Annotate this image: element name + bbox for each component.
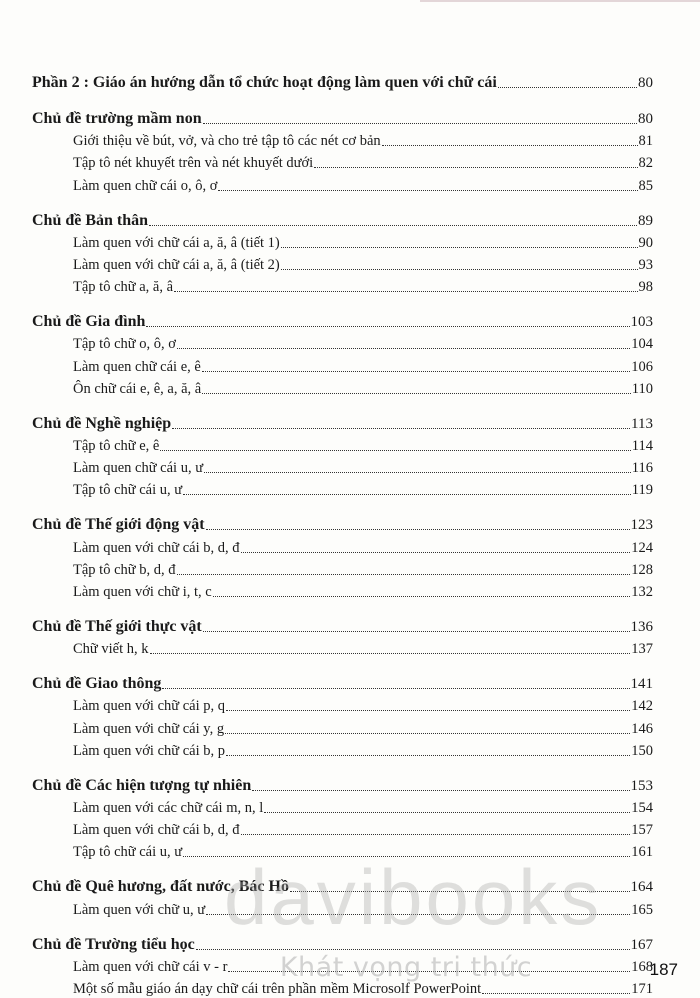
toc-entry-page: 136 [630, 619, 653, 635]
toc-entry-label: Làm quen với chữ cái p, q [73, 698, 226, 715]
toc-entry-page: 110 [631, 380, 653, 397]
toc-entry-label: Chủ đề Thế giới thực vật [32, 618, 202, 635]
dot-leader [174, 291, 637, 292]
dot-leader [226, 755, 630, 756]
toc-entry-page: 81 [638, 133, 653, 150]
toc-chapter-heading [0, 411, 700, 433]
toc-entry-label: Ôn chữ cái e, ê, a, ă, â [73, 380, 202, 397]
dot-leader [241, 552, 631, 553]
toc-entry-label: Tập tô nét khuyết trên và nét khuyết dưới [73, 155, 314, 172]
toc-entry-label: Làm quen với chữ u, ư [73, 901, 206, 918]
toc-entry-label: Chủ đề Nghề nghiệp [32, 414, 172, 432]
toc-entry-page: 85 [638, 177, 653, 194]
dot-leader [482, 993, 630, 994]
page-number: 187 [649, 960, 678, 979]
toc-entry-page: 150 [631, 742, 653, 759]
dot-leader [183, 856, 630, 857]
dot-leader [149, 225, 637, 226]
toc-entry-label: Làm quen chữ cái e, ê [73, 358, 201, 375]
toc-entry-label: Làm quen với chữ cái v - r [73, 958, 228, 975]
toc-entry [0, 795, 700, 817]
toc-entry-page: 142 [631, 698, 653, 715]
dot-leader [228, 971, 630, 972]
toc-entry-label: Làm quen với chữ i, t, c [73, 584, 212, 600]
dot-leader [204, 472, 631, 473]
toc-entry [0, 331, 700, 353]
toc-entry-page: 171 [631, 981, 653, 997]
toc-entry-label: Tập tô chữ cái u, ư [73, 844, 183, 861]
toc-entry-page: 80 [638, 75, 653, 91]
toc-entry-label: Tập tô chữ b, d, đ [73, 561, 176, 578]
toc-entry [0, 693, 700, 715]
dot-leader [162, 688, 629, 689]
dot-leader [281, 269, 638, 270]
toc-entry [0, 579, 700, 601]
toc-entry [0, 716, 700, 738]
toc-entry-page: 80 [638, 111, 653, 127]
toc-entry-page: 116 [631, 460, 653, 477]
toc-entry-page: 98 [638, 279, 653, 296]
toc-entry [0, 354, 700, 376]
top-edge-line [420, 0, 700, 2]
toc-entry-page: 82 [638, 155, 653, 172]
dot-leader [206, 529, 630, 530]
toc-entry-label: Làm quen với các chữ cái m, n, l [73, 800, 264, 816]
toc-chapter-heading [0, 309, 700, 331]
toc-entry-label: Làm quen với chữ cái b, d, đ [73, 822, 240, 839]
toc-entry-page: 161 [631, 844, 653, 861]
dot-leader [202, 371, 630, 372]
toc-entry [0, 455, 700, 477]
toc-entry [0, 128, 700, 150]
toc-entry-label: Chủ đề Các hiện tượng tự nhiên [32, 776, 252, 794]
toc-chapter-heading [0, 614, 700, 636]
toc-entry [0, 274, 700, 296]
toc-chapter-heading [0, 874, 700, 896]
dot-leader [290, 891, 630, 892]
dot-leader [241, 834, 631, 835]
dot-leader [264, 812, 630, 813]
toc-entry-page: 103 [630, 314, 653, 331]
toc-chapter-heading [0, 932, 700, 954]
toc-entry-label: Tập tô chữ cái u, ư [73, 482, 183, 499]
toc-chapter-heading [0, 512, 700, 534]
toc-entry [0, 738, 700, 760]
toc-entry-page: 104 [631, 336, 653, 353]
toc-entry-page: 93 [638, 257, 653, 273]
toc-entry [0, 477, 700, 499]
watermark-brand: davibooks [224, 853, 603, 941]
dot-leader [252, 790, 629, 791]
toc-entry-label: Một số mẫu giáo án dạy chữ cái trên phần mềm Microsolf PowerPoint [73, 981, 482, 997]
toc-entry [0, 433, 700, 455]
dot-leader [196, 949, 630, 950]
toc-entry [0, 636, 700, 658]
dot-leader [314, 167, 637, 168]
toc-entry [0, 535, 700, 557]
toc-entry [0, 557, 700, 579]
toc-entry-page: 157 [631, 822, 653, 839]
dot-leader [172, 428, 630, 429]
toc-entry-page: 164 [630, 879, 653, 896]
toc-entry-label: Phần 2 : Giáo án hướng dẫn tổ chức hoạt động làm quen với chữ cái [32, 74, 497, 91]
toc-entry-label: Chữ viết h, k [73, 641, 149, 658]
dot-leader [225, 733, 630, 734]
dot-leader [203, 123, 637, 124]
toc-entry-label: Làm quen với chữ cái a, ă, â (tiết 1) [73, 234, 280, 251]
toc-entry [0, 839, 700, 861]
toc-entry-page: 90 [638, 234, 653, 251]
toc-entry-label: Làm quen với chữ cái b, p [73, 742, 226, 759]
dot-leader [213, 596, 631, 597]
dot-leader [177, 574, 631, 575]
toc-entry-page: 154 [631, 800, 653, 816]
toc-entry-page: 123 [630, 517, 653, 534]
dot-leader [202, 393, 631, 394]
toc-entry [0, 817, 700, 839]
toc-entry [0, 230, 700, 252]
toc-entry-page: 167 [630, 936, 653, 953]
dot-leader [498, 87, 637, 88]
toc-entry-label: Chủ đề Giao thông [32, 675, 162, 693]
toc-entry-label: Chủ đề Quê hương, đất nước, Bác Hồ [32, 878, 289, 896]
toc-entry-label: Chủ đề Bản thân [32, 211, 149, 229]
dot-leader [226, 710, 630, 711]
dot-leader [177, 348, 630, 349]
toc-entry-label: Tập tô chữ a, ă, â [73, 279, 174, 296]
toc-entry-page: 146 [631, 720, 653, 737]
toc-entry-label: Chủ đề Thế giới động vật [32, 516, 205, 534]
dot-leader [183, 494, 631, 495]
toc-entry-page: 141 [630, 676, 653, 693]
toc-entry-page: 132 [631, 584, 653, 600]
dot-leader [160, 450, 630, 451]
toc-entry-page: 89 [638, 212, 653, 229]
toc-chapter-heading [0, 671, 700, 693]
dot-leader [203, 631, 630, 632]
toc-entry-page: 165 [631, 901, 653, 918]
toc-entry-label: Tập tô chữ o, ô, ơ [73, 336, 176, 353]
toc-entry [0, 897, 700, 919]
dot-leader [218, 190, 637, 191]
toc-entry-label: Chủ đề trường mầm non [32, 110, 202, 127]
toc-entry-label: Làm quen với chữ cái b, d, đ [73, 539, 240, 556]
toc-entry [0, 376, 700, 398]
toc-entry-label: Làm quen chữ cái o, ô, ơ [73, 177, 218, 194]
toc-entry-page: 114 [631, 438, 653, 454]
toc-part-heading [0, 70, 700, 92]
toc-chapter-heading [0, 208, 700, 230]
toc-chapter-heading [0, 106, 700, 128]
toc-entry-label: Làm quen với chữ cái y, g [73, 720, 225, 737]
dot-leader [146, 326, 629, 327]
toc-entry-label: Chủ đề Trường tiểu học [32, 935, 195, 953]
dot-leader [382, 145, 638, 146]
toc-entry-page: 124 [631, 539, 653, 556]
dot-leader [281, 247, 638, 248]
toc-entry-page: 153 [630, 777, 653, 794]
dot-leader [206, 914, 630, 915]
watermark-slogan: Khát vọng tri thức [279, 952, 533, 983]
toc-entry-label: Giới thiệu về bút, vở, và cho trẻ tập tô các nét cơ bản [73, 133, 381, 150]
toc-entry-page: 119 [631, 482, 653, 499]
toc-entry [0, 173, 700, 195]
toc-entry-page: 106 [631, 358, 653, 375]
dot-leader [150, 653, 631, 654]
toc-entry [0, 150, 700, 172]
toc-entry-page: 137 [631, 641, 653, 658]
toc-entry-page: 128 [631, 561, 653, 578]
toc-entry-page: 113 [631, 415, 653, 432]
toc-entry-label: Làm quen với chữ cái a, ă, â (tiết 2) [73, 257, 280, 273]
toc-entry-label: Làm quen chữ cái u, ư [73, 460, 204, 477]
toc-entry-page: 168 [631, 958, 653, 975]
toc-entry [0, 252, 700, 274]
toc-entry-label: Tập tô chữ e, ê [73, 438, 160, 454]
toc-entry-label: Chủ đề Gia đình [32, 313, 146, 331]
toc-chapter-heading [0, 773, 700, 795]
toc-entry [0, 954, 700, 976]
